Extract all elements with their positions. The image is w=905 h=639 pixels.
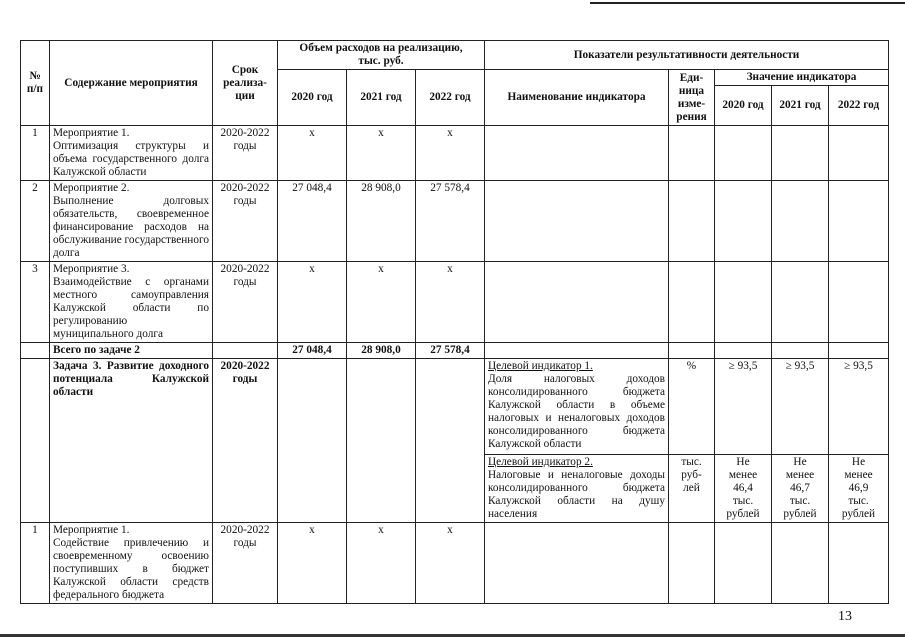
indicator-cell — [485, 359, 669, 455]
row-value-2020: x — [278, 262, 347, 343]
total-label: Всего по задаче 2 — [50, 343, 213, 359]
row-term: 2020-2022 годы — [213, 126, 278, 181]
header-indicators: Показатели результативности деятельности — [485, 41, 889, 70]
task-term: 2020-2022 годы — [213, 359, 278, 523]
indicator-title: Целевой индикатор 2. — [488, 456, 593, 468]
header-content: Содержание мероприятия — [50, 41, 213, 126]
page-number: 13 — [838, 609, 852, 624]
row-value-2022: x — [416, 262, 485, 343]
row-num: 3 — [21, 262, 50, 343]
task-text: Задача 3. Развитие доходного потенциала Калужской области — [50, 359, 213, 523]
total-value-2022: 27 578,4 — [416, 343, 485, 359]
table-row — [21, 523, 889, 604]
table-row — [21, 181, 889, 262]
header-unit: Еди- ница изме- рения — [669, 70, 715, 126]
scan-edge-line-top — [590, 2, 905, 4]
indicator-unit: % — [669, 359, 715, 455]
header-year-2020: 2020 год — [278, 70, 347, 126]
indicator-description: Налоговые и неналоговые доходы консолидированного бюджета Калужской области на душу населения — [488, 469, 665, 520]
row-num: 1 — [21, 523, 50, 604]
row-value-2020: 27 048,4 — [278, 181, 347, 262]
indicator-value-2020: ≥ 93,5 — [715, 359, 772, 455]
header-indicator-year-2021: 2021 год — [772, 86, 829, 126]
table-row — [21, 262, 889, 343]
row-term: 2020-2022 годы — [213, 262, 278, 343]
header-indicator-name: Наименование индикатора — [485, 70, 669, 126]
row-value-2022: x — [416, 126, 485, 181]
row-value-2021: x — [347, 262, 416, 343]
indicator-value-2021: ≥ 93,5 — [772, 359, 829, 455]
row-term: 2020-2022 годы — [213, 523, 278, 604]
row-text: Мероприятие 3. Взаимодействие с органами местного самоуправления Калужской области по регулированию муниципального долга — [50, 262, 213, 343]
indicator-cell — [485, 455, 669, 523]
header-term: Срок реализа- ции — [213, 41, 278, 126]
row-num: 1 — [21, 126, 50, 181]
row-text: Мероприятие 2. Выполнение долговых обязательств, своевременное финансирование расходов на обслуживание государственного долга — [50, 181, 213, 262]
header-indicator-year-2022: 2022 год — [829, 86, 889, 126]
row-value-2020: x — [278, 523, 347, 604]
row-value-2022: x — [416, 523, 485, 604]
row-text: Мероприятие 1. Содействие привлечению и своевременному освоению поступивших в бюджет Калужской области средств федерального бюджета — [50, 523, 213, 604]
indicator-value-2020: Не менее 46,4 тыс. рублей — [715, 455, 772, 523]
total-row — [21, 343, 889, 359]
row-value-2021: x — [347, 523, 416, 604]
scan-edge-line-bottom — [0, 634, 905, 637]
row-text: Мероприятие 1. Оптимизация структуры и объема государственного долга Калужской области — [50, 126, 213, 181]
total-value-2020: 27 048,4 — [278, 343, 347, 359]
indicator-unit: тыс. руб- лей — [669, 455, 715, 523]
task-row — [21, 359, 889, 455]
row-value-2021: 28 908,0 — [347, 181, 416, 262]
header-expenses: Объем расходов на реализацию, тыс. руб. — [278, 41, 485, 70]
row-num: 2 — [21, 181, 50, 262]
total-value-2021: 28 908,0 — [347, 343, 416, 359]
measures-table — [20, 40, 889, 604]
header-year-2022: 2022 год — [416, 70, 485, 126]
row-value-2021: x — [347, 126, 416, 181]
row-term: 2020-2022 годы — [213, 181, 278, 262]
indicator-value-2021: Не менее 46,7 тыс. рублей — [772, 455, 829, 523]
table-row — [21, 126, 889, 181]
header-year-2021: 2021 год — [347, 70, 416, 126]
indicator-description: Доля налоговых доходов консолидированного бюджета Калужской области в объеме налоговых и неналоговых доходов консолидированного бюджета Калужской области — [488, 373, 665, 450]
indicator-title: Целевой индикатор 1. — [488, 360, 593, 372]
indicator-value-2022: Не менее 46,9 тыс. рублей — [829, 455, 889, 523]
row-value-2022: 27 578,4 — [416, 181, 485, 262]
header-indicator-value: Значение индикатора — [715, 70, 889, 86]
header-indicator-year-2020: 2020 год — [715, 86, 772, 126]
row-value-2020: x — [278, 126, 347, 181]
indicator-value-2022: ≥ 93,5 — [829, 359, 889, 455]
header-num: № п/п — [21, 41, 50, 126]
